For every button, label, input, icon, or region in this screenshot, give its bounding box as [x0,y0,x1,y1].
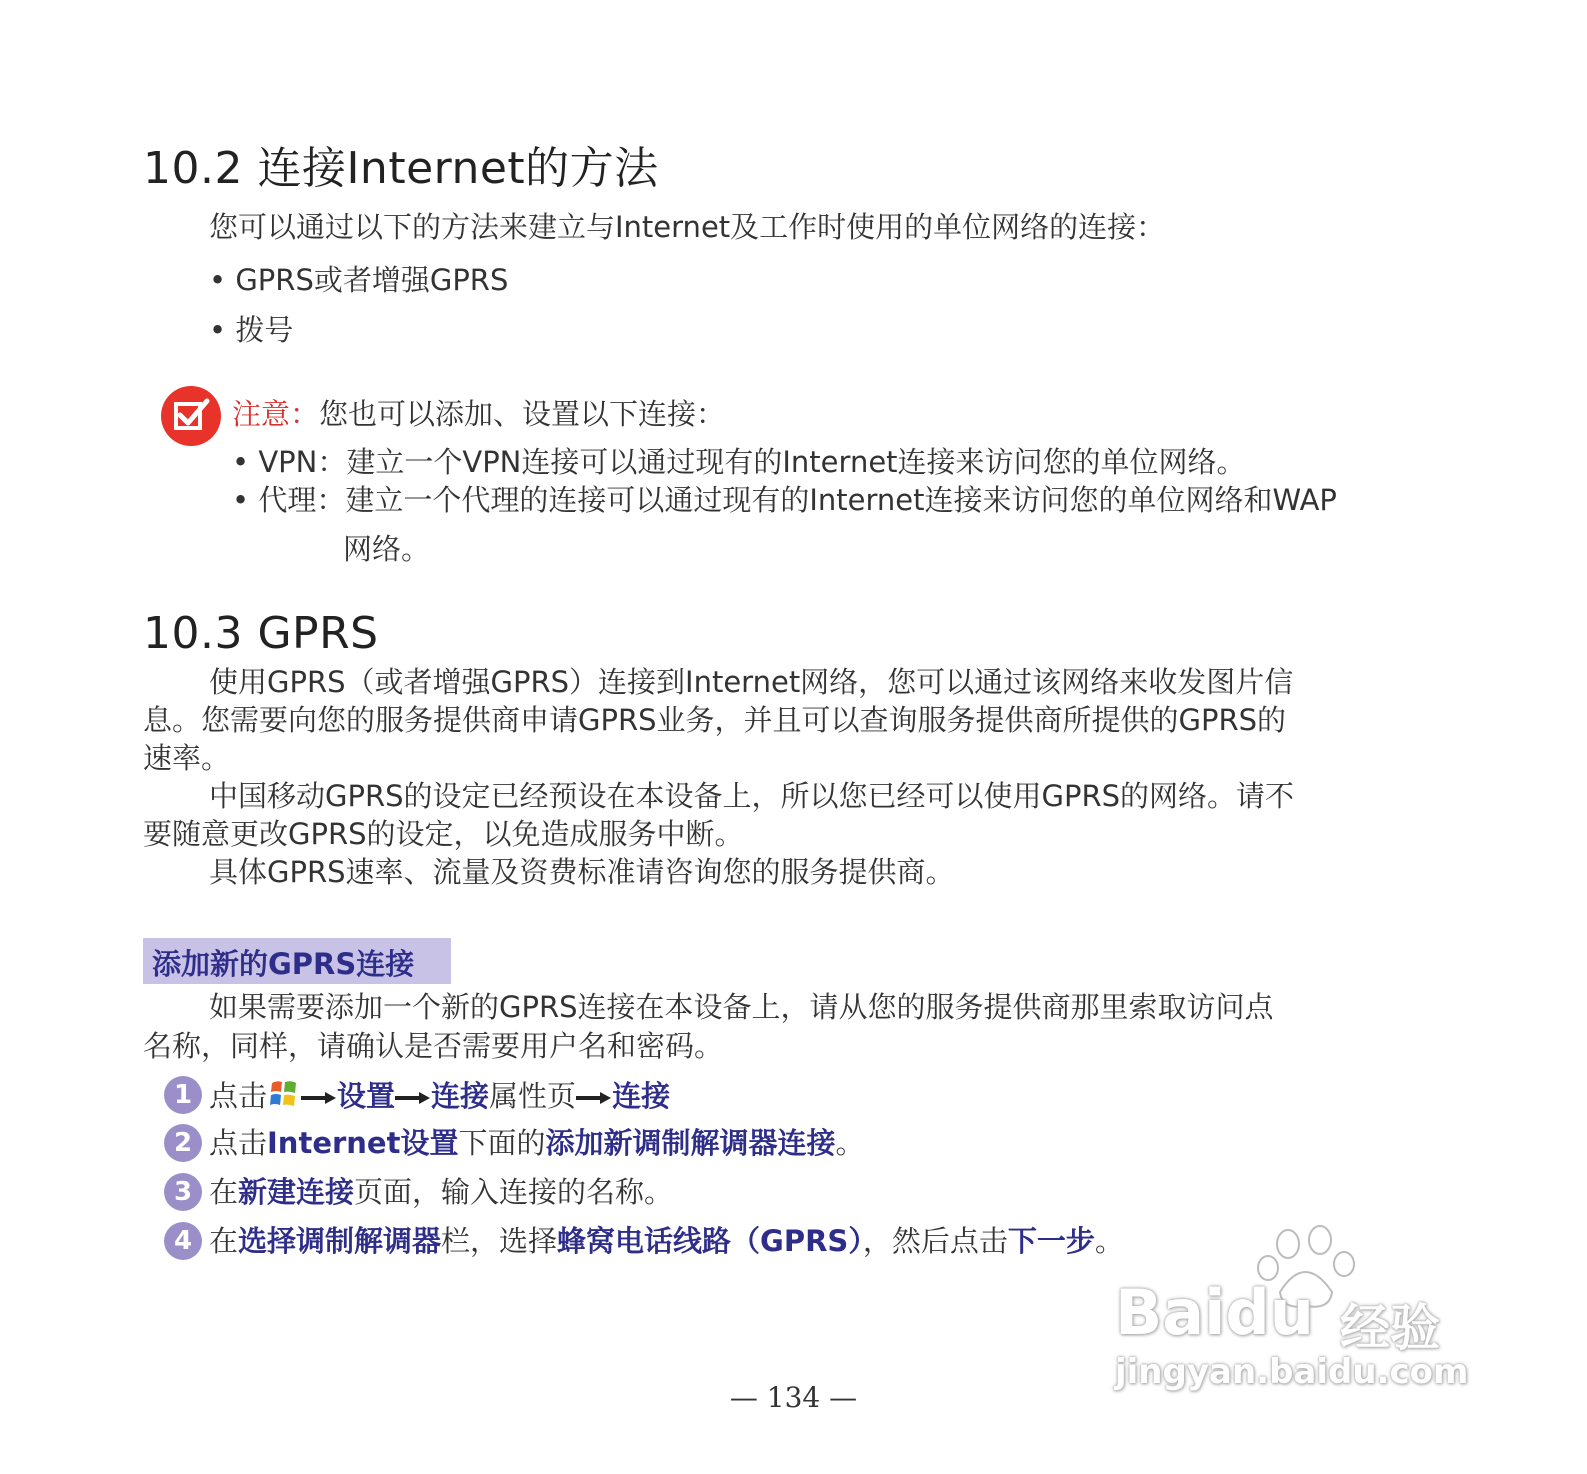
arrow-right-icon [395,1091,431,1105]
bullet-item: • GPRS或者增强GPRS [209,263,509,297]
note-item-vpn: • VPN：建立一个VPN连接可以通过现有的Internet连接来访问您的单位网络。 [232,445,1246,479]
note-item-proxy: • 代理：建立一个代理的连接可以通过现有的Internet连接来访问您的单位网络和WAP [232,483,1337,517]
bullet-item: • 拨号 [209,313,294,347]
step-number: 3 [164,1173,202,1211]
section-title-10-3: 10.3 GPRS [143,608,379,659]
paragraph-line: 名称，同样，请确认是否需要用户名和密码。 [143,1029,724,1063]
paragraph-line: 使用GPRS（或者增强GPRS）连接到Internet网络，您可以通过该网络来收发图片信 [209,665,1294,699]
arrow-right-icon [301,1091,337,1105]
paragraph-line: 要随意更改GPRS的设定，以免造成服务中断。 [143,817,744,851]
paragraph-line: 具体GPRS速率、流量及资费标准请咨询您的服务提供商。 [209,855,955,889]
bullet-text: 拨号 [235,313,294,347]
note-line [232,395,725,433]
baidu-watermark [1115,1228,1475,1398]
step-1: 点击 设置 连接属性页 连接 [209,1076,670,1115]
watermark-cn: 经验 [1340,1299,1440,1357]
intro-paragraph: 您可以通过以下的方法来建立与Internet及工作时使用的单位网络的连接： [209,210,1166,244]
note-text: 您也可以添加、设置以下连接： [319,397,726,431]
note-item-proxy-cont: 网络。 [343,532,431,566]
paragraph-line: 速率。 [143,741,231,775]
arrow-right-icon [576,1091,612,1105]
step-number: 1 [164,1076,202,1114]
windows-start-icon [267,1076,301,1110]
watermark-brand: Baidu [1115,1276,1314,1349]
paragraph-line: 息。您需要向您的服务提供商申请GPRS业务，并且可以查询服务提供商所提供的GPRS的 [143,703,1287,737]
subsection-heading [143,938,451,984]
watermark-url: jingyan.baidu.com [1115,1352,1469,1392]
checkbox-check-icon [161,386,221,446]
subsection-heading-text: 添加新的GPRS连接 [152,947,415,981]
step-3: 在新建连接页面，输入连接的名称。 [209,1175,674,1209]
step-2: 点击Internet设置下面的添加新调制解调器连接。 [209,1126,865,1160]
paragraph-line: 中国移动GPRS的设定已经预设在本设备上，所以您已经可以使用GPRS的网络。请不 [209,779,1295,813]
paragraph-line: 如果需要添加一个新的GPRS连接在本设备上，请从您的服务提供商那里索取访问点 [209,990,1274,1024]
bullet-text: GPRS或者增强GPRS [235,263,509,297]
page-number: — 134 — [729,1381,858,1414]
step-number: 2 [164,1124,202,1162]
step-number: 4 [164,1222,202,1260]
step-4: 在选择调制解调器栏，选择蜂窝电话线路（GPRS），然后点击下一步。 [209,1224,1124,1258]
section-title-10-2: 10.2 连接Internet的方法 [143,143,659,194]
note-label: 注意： [232,397,320,431]
